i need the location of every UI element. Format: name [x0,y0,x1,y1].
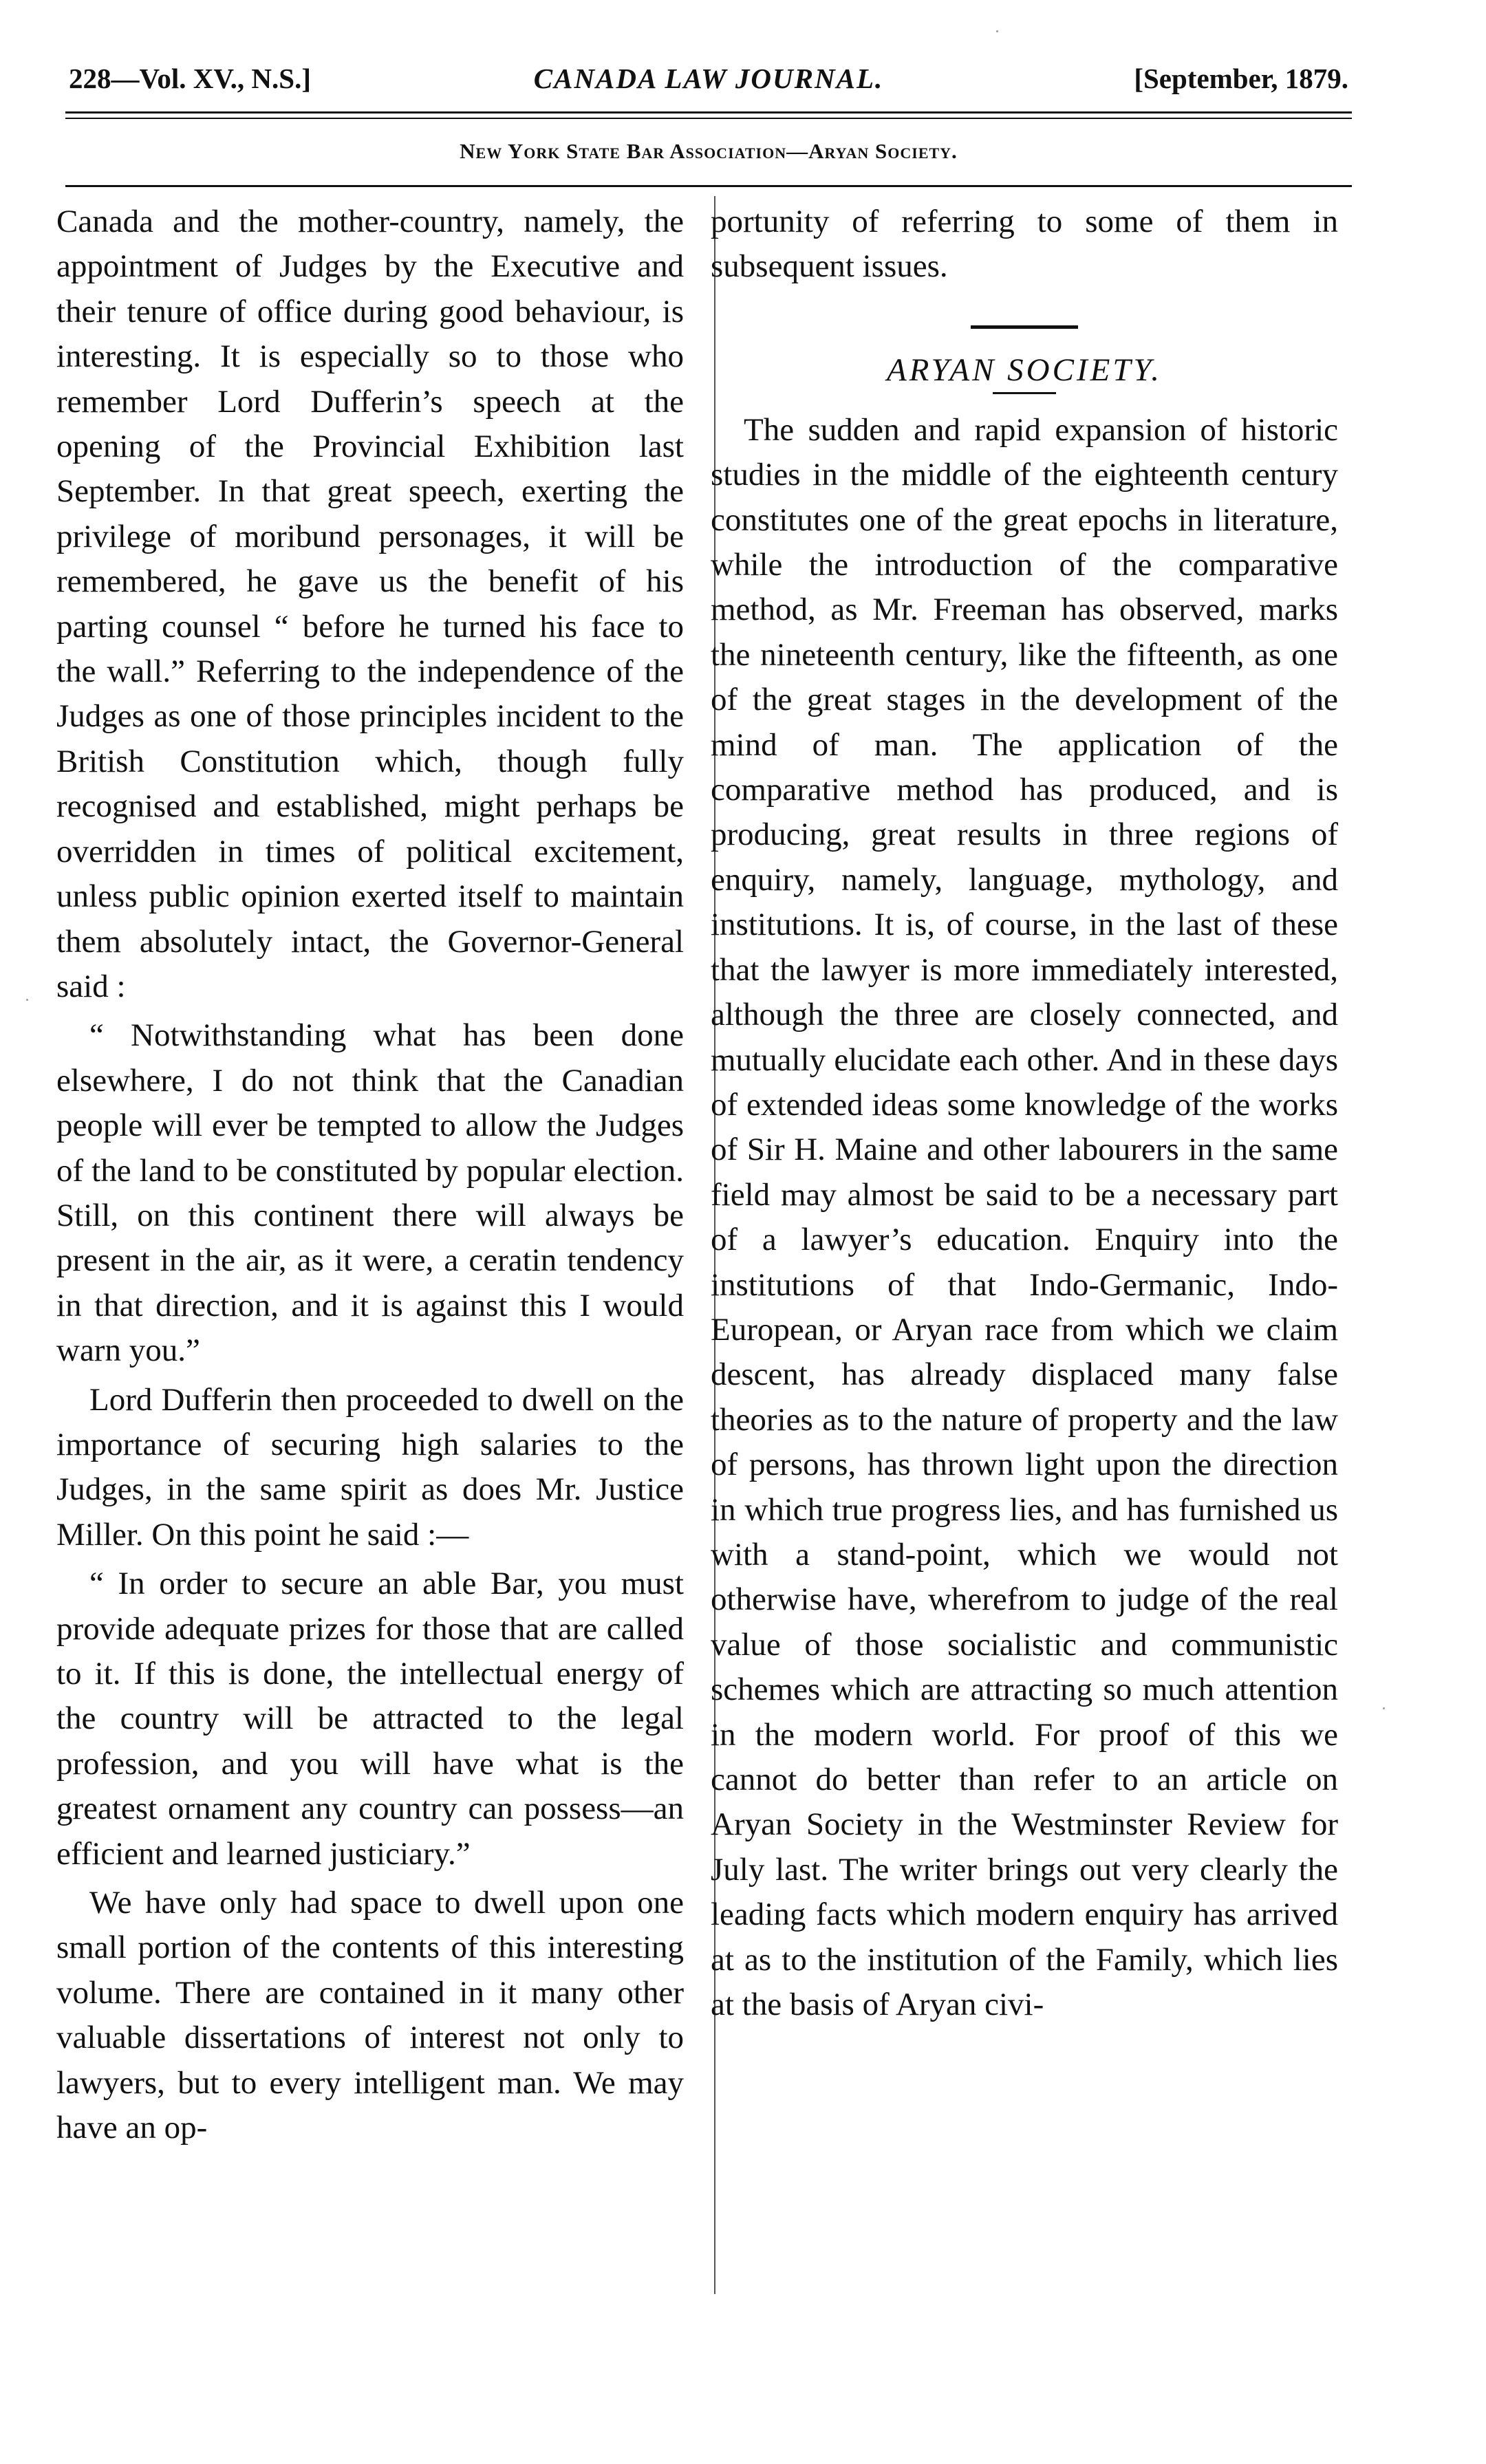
right-continuation-paragraph: portunity of referring to some of them in subsequent issues. [711,204,1338,285]
article-separator-rule [971,325,1078,329]
article-body-paragraph: The sudden and rapid expansion of historic studies in the middle of the eighteenth century constitutes one of the great epochs in literature, while the introduction of the comparative method, as Mr. Freeman has observed, marks the nineteenth century, like the fifteenth, as one of the great stages in the development of the mind of man. The application of the comparative method has produced, and is producing, great results in three regions of enquiry, namely, language, mythology, and institutions. It is, of course, in the last of these that the lawyer is more immediately interested, although the three are closely connected, and mutually elucidate each other. And in these days of extended ideas some knowledge of the works of Sir H. Maine and other labourers in the same field may almost be said to be a necessary part of a lawyer’s education. Enquiry into the institutions of that Indo-Germanic, Indo-European, or Aryan race from which we claim descent, has already displaced many false theories as to the nature of property and the law of persons, has thrown light upon the direction in which true progress lies, and has furnished us with a stand-point, which we would not otherwise have, wherefrom to judge of the real value of those socialistic and communistic schemes which are attracting so much attention in the modern world. For proof of this we cannot do better than refer to an article on Aryan Society in the Westminster Review for July last. The writer brings out very clearly the leading facts which modern enquiry has arrived at as to the institution of the Family, which lies at the basis of Aryan civi- [711,411,1338,2023]
header-double-rule [65,111,1352,119]
article-title: ARYAN SOCIETY. [886,352,1163,388]
print-speck [996,30,998,32]
running-head [69,62,1348,103]
journal-title: CANADA LAW JOURNAL. [533,63,884,94]
left-paragraph-5: We have only had space to dwell upon one small portion of the contents of this interesting volume. There are contained in it many other valuable dissertations of interest not only to lawyers, but to every intelligent man. We may have an op- [56,1885,684,2146]
section-heading: New York State Bar Association—Aryan Society. [460,139,958,163]
left-paragraph-2-quote: “ Notwithstanding what has been done elsewhere, I do not think that the Canadian people will ever be tempted to allow the Judges of the land to be constituted by popular election. Still, on this continent there will always be present in the air, as it were, a ceratin tendency in that direction, and it is against this I would warn you.” [56,1017,684,1369]
page-volume-label: 228—Vol. XV., N.S.] [69,63,311,94]
left-paragraph-4-quote: “ In order to secure an able Bar, you must provide adequate prizes for those that are called to it. If this is done, the intellectual energy of the country will be attracted to the legal profession, and you will have what is the greatest ornament any country can possess—an efficient and learned justiciary.” [56,1566,684,1872]
left-paragraph-1: Canada and the mother-country, namely, the appointment of Judges by the Executive and their tenure of office during good behaviour, is interesting. It is especially so to those who remember Lord Dufferin’s speech at the opening of the Provincial Exhibition last September. In that great speech, exerting the privilege of moribund personages, it will be remembered, he gave us the benefit of his parting counsel “ before he turned his face to the wall.” Referring to the independence of the Judges as one of those principles incident to the British Constitution which, though fully recognised and established, might perhaps be overridden in times of political excitement, unless public opinion exerted itself to maintain them absolutely intact, the Governor-General said : [56,204,684,1004]
issue-date: [September, 1879. [1134,63,1348,94]
print-speck [26,999,28,1001]
left-column [56,199,684,2150]
print-speck [1383,1707,1385,1709]
right-column [711,199,1338,2027]
section-rule [65,185,1352,187]
left-paragraph-3: Lord Dufferin then proceeded to dwell on the importance of securing high salaries to the Judges, in the same spirit as does Mr. Justice Miller. On this point he said :— [56,1381,684,1553]
title-underline-rule [993,392,1056,394]
